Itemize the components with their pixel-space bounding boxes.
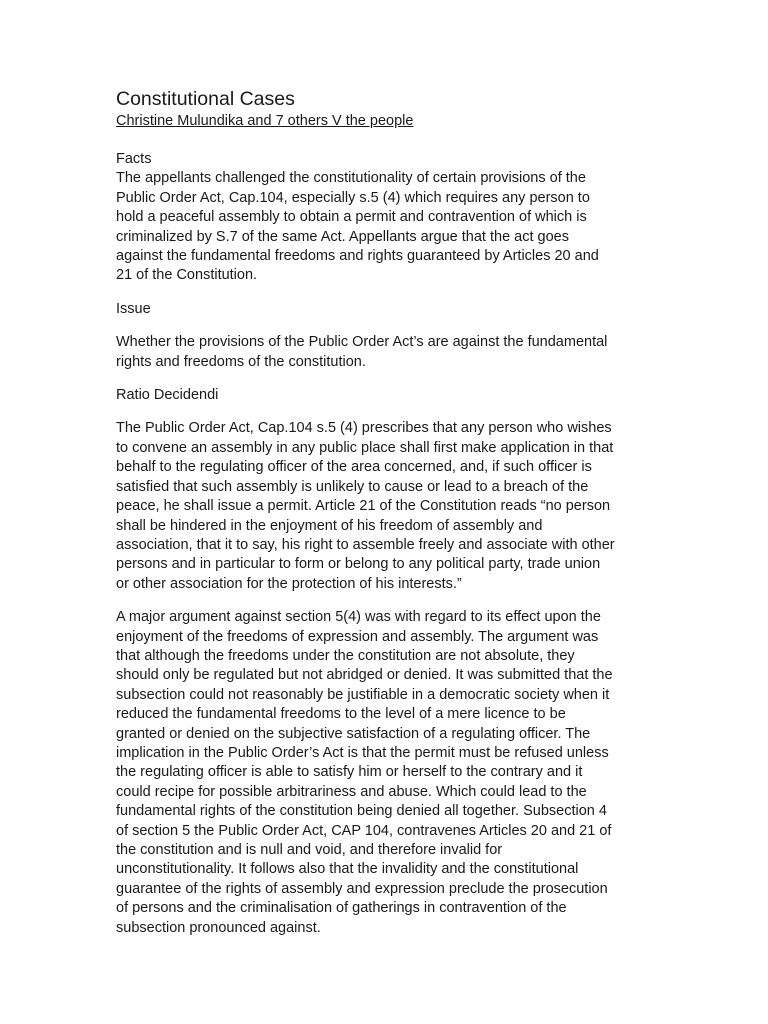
issue-heading: Issue bbox=[116, 300, 151, 317]
facts-heading: Facts bbox=[116, 151, 152, 167]
ratio-heading: Ratio Decidendi bbox=[116, 387, 219, 404]
issue-paragraph: Whether the provisions of the Public Order Act’s are against the fundamental rights and freedoms of the constitution. bbox=[116, 334, 608, 370]
ratio-paragraph: The Public Order Act, Cap.104 s.5 (4) prescribes that any person who wishes to convene an assembly in any public place shall first make application in that behalf to the regulating officer of the area concerned, and, if such officer is satisfied that such assembly is unlikely to cause or lead to a breach of the peace, he shall issue a permit. Article 21 of the Constitution reads “no person shall be hindered in the enjoyment of his freedom of assembly and association, that it to say, his right to assemble freely and associate with other persons and in particular to form or belong to any political party, trade union or other association for the protection of his interests.” bbox=[116, 420, 615, 592]
document-page bbox=[116, 88, 656, 938]
argument-paragraph: A major argument against section 5(4) was with regard to its effect upon the enjoyment of the freedoms of expression and assembly. The argument was that although the freedoms under the constitution are not absolute, they should only be regulated but not abridged or denied. It was submitted that the subsection could not reasonably be justifiable in a democratic society when it reduced the fundamental freedoms to the level of a mere licence to be granted or denied on the subjective satisfaction of a regulating officer. The implication in the Public Order’s Act is that the permit must be refused unless the regulating officer is able to satisfy him or herself to the contrary and it could recipe for possible arbitrariness and abuse. Which could lead to the fundamental rights of the constitution being denied all together. Subsection 4 of section 5 the Public Order Act, CAP 104, contravenes Articles 20 and 21 of the constitution and is null and void, and therefore invalid for unconstitutionality. It follows also that the invalidity and the constitutional guarantee of the rights of assembly and expression preclude the prosecution of persons and the criminalisation of gatherings in contravention of the subsection pronounced against. bbox=[116, 609, 613, 936]
case-name: Christine Mulundika and 7 others V the people bbox=[116, 113, 414, 129]
document-title: Constitutional Cases bbox=[116, 88, 295, 110]
facts-paragraph: The appellants challenged the constitutionality of certain provisions of the Public Order Act, Cap.104, especially s.5 (4) which requires any person to hold a peaceful assembly to obtain a permit and contravention of which is criminalized by S.7 of the same Act. Appellants argue that the act goes against the fundamental freedoms and rights guaranteed by Articles 20 and 21 of the Constitution. bbox=[116, 170, 599, 284]
